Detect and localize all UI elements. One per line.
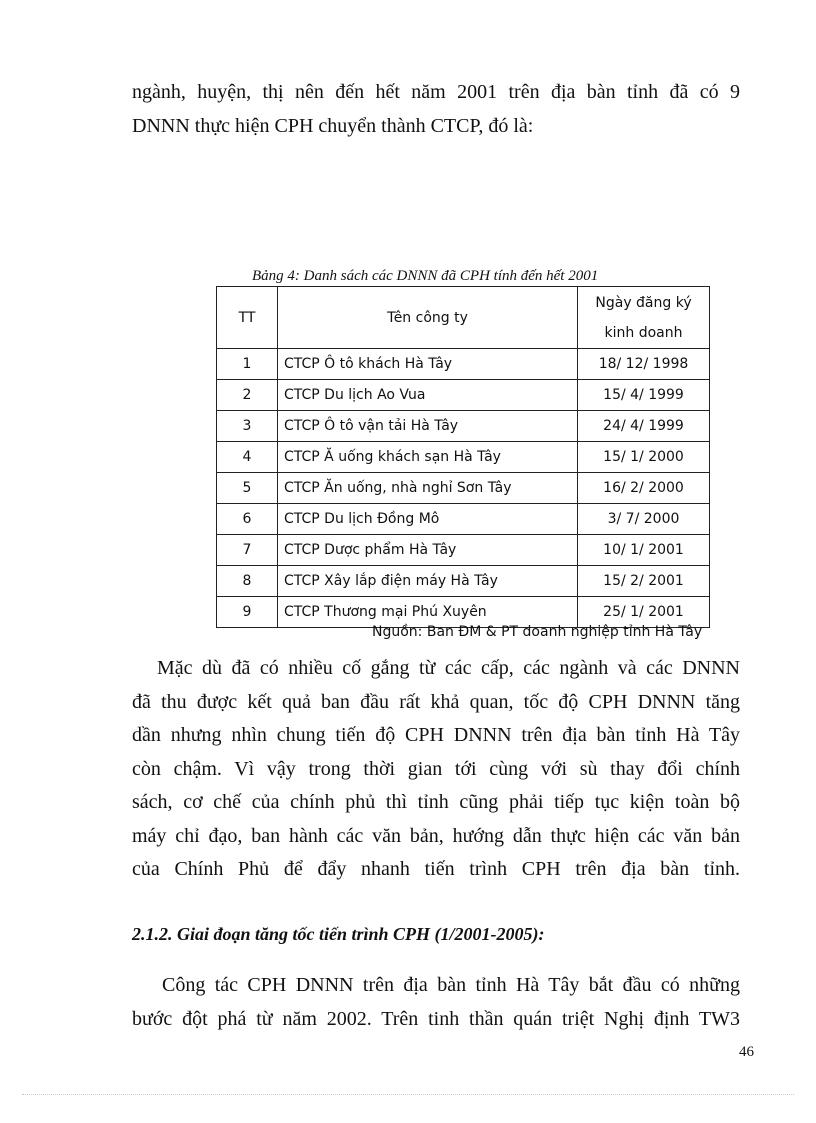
header-company-name: Tên công ty: [278, 287, 578, 349]
company-table: [216, 286, 710, 628]
cell-date: 24/ 4/ 1999: [578, 411, 710, 442]
cell-tt: 7: [217, 535, 278, 566]
cell-company-name: CTCP Xây lắp điện máy Hà Tây: [278, 566, 578, 597]
cell-tt: 4: [217, 442, 278, 473]
table-caption: Bảng 4: Danh sách các DNNN đã CPH tính đến hết 2001: [252, 268, 599, 284]
cell-company-name: CTCP Dược phẩm Hà Tây: [278, 535, 578, 566]
header-tt: TT: [217, 287, 278, 349]
cell-tt: 9: [217, 597, 278, 628]
table-row: [217, 566, 710, 597]
table-row: [217, 473, 710, 504]
cell-tt: 1: [217, 349, 278, 380]
cell-tt: 5: [217, 473, 278, 504]
text-line: dần nhưng nhìn chung tiến độ CPH DNNN trên địa bàn tỉnh Hà Tây: [132, 724, 740, 746]
footer-divider: [22, 1094, 794, 1095]
cell-company-name: CTCP Ă uống khách sạn Hà Tây: [278, 442, 578, 473]
paragraph-acceleration: [132, 969, 740, 1036]
cell-company-name: CTCP Thương mại Phú Xuyên: [278, 597, 578, 628]
cell-date: 15/ 4/ 1999: [578, 380, 710, 411]
cell-company-name: CTCP Du lịch Ao Vua: [278, 380, 578, 411]
table-row: [217, 597, 710, 628]
cell-date: 3/ 7/ 2000: [578, 504, 710, 535]
cell-tt: 3: [217, 411, 278, 442]
table-source-note: Nguồn: Ban ĐM & PT doanh nghiệp tỉnh Hà Tây: [372, 624, 703, 640]
header-registration-date: [578, 287, 710, 349]
table-row: [217, 535, 710, 566]
text-line: còn chậm. Vì vậy trong thời gian tới cùng với sù thay đổi chính: [132, 757, 740, 780]
text-line: đã thu được kết quả ban đầu rất khả quan, tốc độ CPH DNNN tăng: [132, 690, 740, 713]
text-line: Mặc dù đã có nhiều cố gắng từ các cấp, các ngành và các DNNN: [157, 657, 740, 679]
text-line: của Chính Phủ để đẩy nhanh tiến trình CPH trên địa bàn tỉnh.: [132, 858, 740, 880]
text-line: DNNN thực hiện CPH chuyển thành CTCP, đó là:: [132, 114, 534, 137]
paragraph-assessment: [132, 652, 740, 887]
cell-tt: 6: [217, 504, 278, 535]
table-row: [217, 349, 710, 380]
text-line: ngành, huyện, thị nên đến hết năm 2001 trên địa bàn tỉnh đã có 9: [132, 81, 740, 103]
table-row: [217, 411, 710, 442]
cell-date: 10/ 1/ 2001: [578, 535, 710, 566]
cell-date: 18/ 12/ 1998: [578, 349, 710, 380]
text-line: máy chỉ đạo, ban hành các văn bản, hướng dẫn thực hiện các văn bản: [132, 824, 740, 847]
cell-date: 15/ 1/ 2000: [578, 442, 710, 473]
cell-date: 25/ 1/ 2001: [578, 597, 710, 628]
header-date-line2: kinh doanh: [604, 324, 683, 341]
cell-tt: 8: [217, 566, 278, 597]
page-number: 46: [739, 1044, 754, 1060]
cell-tt: 2: [217, 380, 278, 411]
cell-company-name: CTCP Ô tô vận tải Hà Tây: [278, 411, 578, 442]
text-line: sách, cơ chế của chính phủ thì tỉnh cũng phải tiếp tục kiện toàn bộ: [132, 791, 740, 813]
cell-date: 15/ 2/ 2001: [578, 566, 710, 597]
table-row: [217, 380, 710, 411]
table-row: [217, 504, 710, 535]
cell-company-name: CTCP Du lịch Đồng Mô: [278, 504, 578, 535]
table-header-row: [217, 287, 710, 349]
cell-date: 16/ 2/ 2000: [578, 473, 710, 504]
header-date-line1: Ngày đăng ký: [595, 294, 692, 311]
paragraph-intro: [132, 76, 740, 143]
table-row: [217, 442, 710, 473]
text-line: bước đột phá từ năm 2002. Trên tinh thần quán triệt Nghị định TW3: [132, 1007, 740, 1030]
cell-company-name: CTCP Ô tô khách Hà Tây: [278, 349, 578, 380]
text-line: Công tác CPH DNNN trên địa bàn tỉnh Hà Tây bắt đầu có những: [162, 974, 740, 996]
section-heading: 2.1.2. Giai đoạn tăng tốc tiến trình CPH (1/2001-2005):: [132, 924, 545, 944]
cell-company-name: CTCP Ăn uống, nhà nghỉ Sơn Tây: [278, 473, 578, 504]
